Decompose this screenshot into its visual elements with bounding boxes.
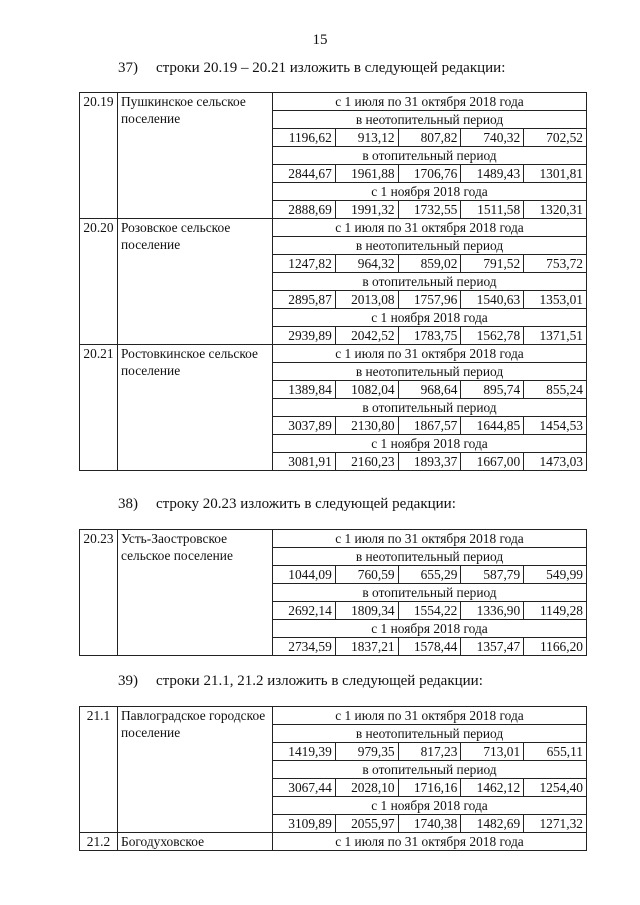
value-cell: 2692,14 — [273, 602, 336, 620]
value-cell: 1247,82 — [273, 255, 336, 273]
row-code: 20.20 — [80, 219, 118, 345]
value-cell: 1166,20 — [524, 638, 587, 656]
section-number: 39) — [118, 673, 138, 689]
settlement-name: Ростовкинское сельское поселение — [118, 345, 273, 471]
value-cell: 760,59 — [335, 566, 398, 584]
value-cell: 964,32 — [335, 255, 398, 273]
section-heading-38 — [118, 496, 456, 513]
value-cell: 1809,34 — [335, 602, 398, 620]
value-cell: 1320,31 — [524, 201, 587, 219]
period-label: с 1 ноября 2018 года — [273, 797, 587, 815]
value-cell: 1371,51 — [524, 327, 587, 345]
value-cell: 2844,67 — [273, 165, 336, 183]
value-cell: 1961,88 — [335, 165, 398, 183]
value-cell: 1301,81 — [524, 165, 587, 183]
section-text: строку 20.23 изложить в следующей редакции: — [156, 496, 456, 512]
period-header: с 1 июля по 31 октября 2018 года — [273, 707, 587, 725]
value-cell: 979,35 — [335, 743, 398, 761]
value-cell: 1462,12 — [461, 779, 524, 797]
value-cell: 2160,23 — [335, 453, 398, 471]
value-cell: 1554,22 — [398, 602, 461, 620]
settlement-name: Богодуховское — [118, 833, 273, 851]
tariff-table-38 — [79, 529, 587, 656]
settlement-name: Розовское сельское поселение — [118, 219, 273, 345]
period-label: в отопительный период — [273, 761, 587, 779]
settlement-name: Усть-Заостровское сельское поселение — [118, 530, 273, 656]
section-text: строки 20.19 – 20.21 изложить в следующей редакции: — [156, 60, 506, 76]
value-cell: 1667,00 — [461, 453, 524, 471]
row-code: 20.19 — [80, 93, 118, 219]
value-cell: 968,64 — [398, 381, 461, 399]
tariff-table-37 — [79, 92, 587, 471]
value-cell: 1389,84 — [273, 381, 336, 399]
period-header: с 1 июля по 31 октября 2018 года — [273, 345, 587, 363]
period-label: в отопительный период — [273, 147, 587, 165]
row-code: 21.2 — [80, 833, 118, 851]
value-cell: 587,79 — [461, 566, 524, 584]
value-cell: 1740,38 — [398, 815, 461, 833]
value-cell: 1149,28 — [524, 602, 587, 620]
section-number: 38) — [118, 496, 138, 512]
section-number: 37) — [118, 60, 138, 76]
value-cell: 1357,47 — [461, 638, 524, 656]
section-heading-37 — [118, 60, 505, 77]
value-cell: 2013,08 — [335, 291, 398, 309]
value-cell: 1893,37 — [398, 453, 461, 471]
value-cell: 1991,32 — [335, 201, 398, 219]
row-code: 21.1 — [80, 707, 118, 833]
value-cell: 1254,40 — [524, 779, 587, 797]
value-cell: 1716,16 — [398, 779, 461, 797]
period-header: с 1 июля по 31 октября 2018 года — [273, 93, 587, 111]
value-cell: 655,11 — [524, 743, 587, 761]
value-cell: 1271,32 — [524, 815, 587, 833]
value-cell: 895,74 — [461, 381, 524, 399]
value-cell: 549,99 — [524, 566, 587, 584]
value-cell: 1353,01 — [524, 291, 587, 309]
period-label: в отопительный период — [273, 399, 587, 417]
value-cell: 753,72 — [524, 255, 587, 273]
settlement-name: Павлоградское городское поселение — [118, 707, 273, 833]
settlement-name: Пушкинское сельское поселение — [118, 93, 273, 219]
value-cell: 1562,78 — [461, 327, 524, 345]
period-header: с 1 июля по 31 октября 2018 года — [273, 530, 587, 548]
value-cell: 740,32 — [461, 129, 524, 147]
value-cell: 791,52 — [461, 255, 524, 273]
value-cell: 1196,62 — [273, 129, 336, 147]
value-cell: 913,12 — [335, 129, 398, 147]
value-cell: 2939,89 — [273, 327, 336, 345]
value-cell: 1706,76 — [398, 165, 461, 183]
value-cell: 702,52 — [524, 129, 587, 147]
value-cell: 1489,43 — [461, 165, 524, 183]
value-cell: 1578,44 — [398, 638, 461, 656]
period-label: с 1 ноября 2018 года — [273, 183, 587, 201]
period-label: в неотопительный период — [273, 548, 587, 566]
period-label: в неотопительный период — [273, 725, 587, 743]
period-label: в неотопительный период — [273, 237, 587, 255]
period-label: с 1 ноября 2018 года — [273, 620, 587, 638]
value-cell: 713,01 — [461, 743, 524, 761]
value-cell: 1044,09 — [273, 566, 336, 584]
value-cell: 2028,10 — [335, 779, 398, 797]
value-cell: 2055,97 — [335, 815, 398, 833]
value-cell: 2042,52 — [335, 327, 398, 345]
value-cell: 3067,44 — [273, 779, 336, 797]
value-cell: 2888,69 — [273, 201, 336, 219]
period-label: с 1 ноября 2018 года — [273, 309, 587, 327]
value-cell: 3109,89 — [273, 815, 336, 833]
value-cell: 1783,75 — [398, 327, 461, 345]
period-label: в отопительный период — [273, 584, 587, 602]
value-cell: 1644,85 — [461, 417, 524, 435]
value-cell: 1336,90 — [461, 602, 524, 620]
value-cell: 1867,57 — [398, 417, 461, 435]
value-cell: 807,82 — [398, 129, 461, 147]
value-cell: 1732,55 — [398, 201, 461, 219]
period-label: с 1 ноября 2018 года — [273, 435, 587, 453]
period-label: в неотопительный период — [273, 111, 587, 129]
value-cell: 817,23 — [398, 743, 461, 761]
value-cell: 1511,58 — [461, 201, 524, 219]
period-label: в отопительный период — [273, 273, 587, 291]
value-cell: 2734,59 — [273, 638, 336, 656]
value-cell: 1540,63 — [461, 291, 524, 309]
tariff-table-39 — [79, 706, 587, 851]
row-code: 20.21 — [80, 345, 118, 471]
value-cell: 1419,39 — [273, 743, 336, 761]
value-cell: 3037,89 — [273, 417, 336, 435]
value-cell: 1454,53 — [524, 417, 587, 435]
page-number: 15 — [312, 32, 328, 48]
period-header: с 1 июля по 31 октября 2018 года — [273, 833, 587, 851]
section-heading-39 — [118, 673, 483, 690]
value-cell: 855,24 — [524, 381, 587, 399]
row-code: 20.23 — [80, 530, 118, 656]
value-cell: 1082,04 — [335, 381, 398, 399]
value-cell: 859,02 — [398, 255, 461, 273]
period-header: с 1 июля по 31 октября 2018 года — [273, 219, 587, 237]
value-cell: 1757,96 — [398, 291, 461, 309]
value-cell: 655,29 — [398, 566, 461, 584]
value-cell: 3081,91 — [273, 453, 336, 471]
value-cell: 1837,21 — [335, 638, 398, 656]
value-cell: 2130,80 — [335, 417, 398, 435]
value-cell: 1473,03 — [524, 453, 587, 471]
section-text: строки 21.1, 21.2 изложить в следующей редакции: — [156, 673, 483, 689]
period-label: в неотопительный период — [273, 363, 587, 381]
value-cell: 1482,69 — [461, 815, 524, 833]
value-cell: 2895,87 — [273, 291, 336, 309]
